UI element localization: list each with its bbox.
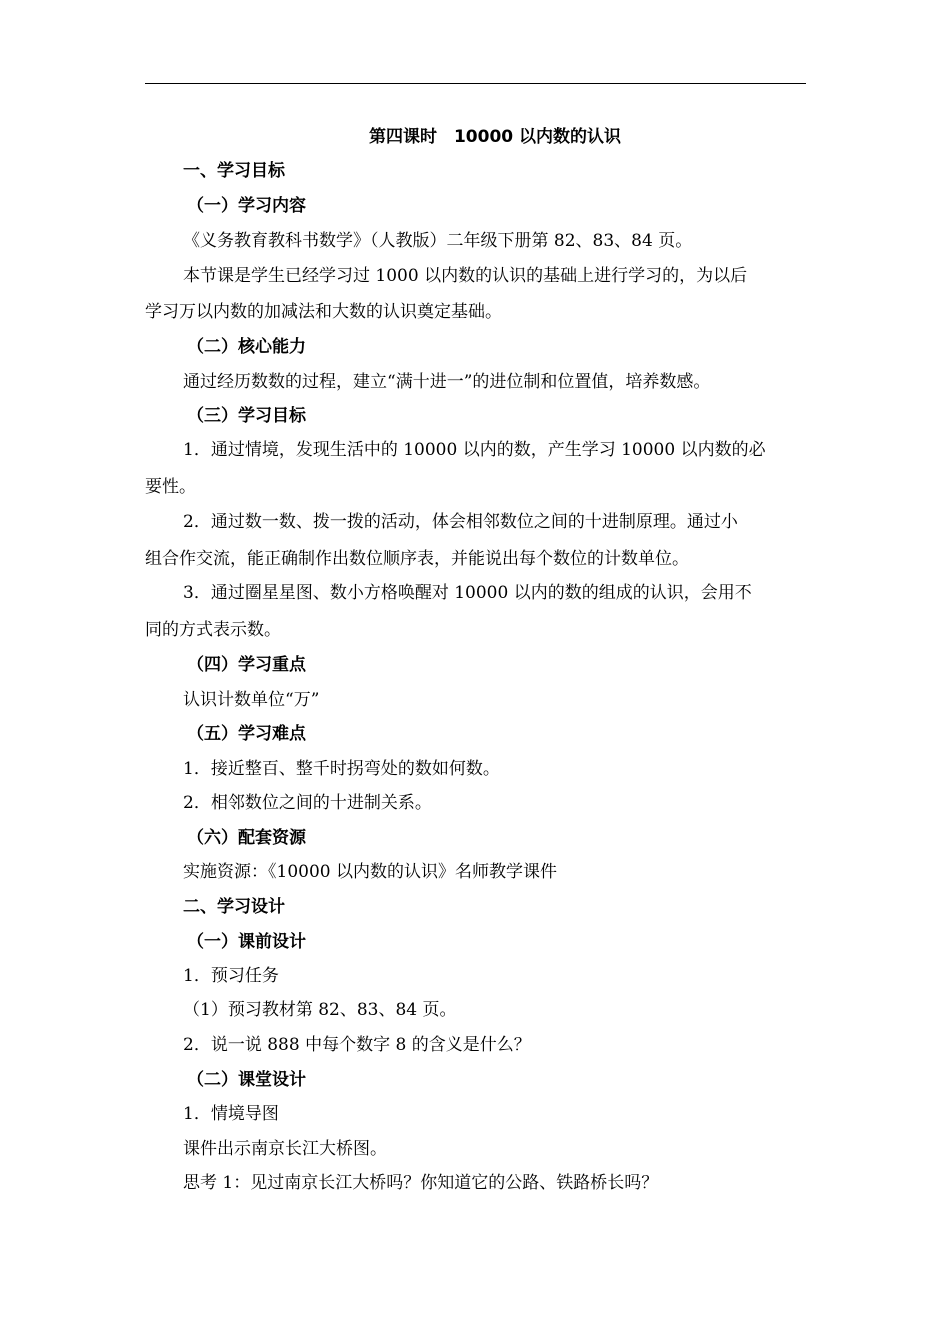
item-say-888: 2．说一说 888 中每个数字 8 的含义是什么？ [183,1035,531,1055]
subheading-key-points: （四）学习重点 [187,655,306,675]
subheading-core-ability: （二）核心能力 [187,337,306,357]
subheading-classroom: （二）课堂设计 [187,1070,306,1090]
paragraph-core-ability: 通过经历数数的过程，建立“满十进一”的进位制和位置值，培养数感。 [183,372,711,392]
objective-2-line2: 组合作交流，能正确制作出数位顺序表，并能说出每个数位的计数单位。 [145,549,689,569]
subheading-objectives: （三）学习目标 [187,406,306,426]
paragraph-bridge-image: 课件出示南京长江大桥图。 [183,1139,387,1159]
paragraph-key-points: 认识计数单位“万” [183,690,320,710]
objective-1-line2: 要性。 [145,477,196,497]
difficulty-2: 2．相邻数位之间的十进制关系。 [183,793,432,813]
objective-2-line1: 2．通过数一数、拨一拨的活动，体会相邻数位之间的十进制原理。通过小 [183,512,738,532]
item-preview-textbook: （1）预习教材第 82、83、84 页。 [183,1000,457,1020]
subheading-pre-class: （一）课前设计 [187,932,306,952]
header-rule [145,83,806,84]
paragraph-resources: 实施资源：《10000 以内数的认识》名师教学课件 [183,862,557,882]
paragraph-textbook: 《义务教育教科书数学》（人教版）二年级下册第 82、83、84 页。 [183,231,693,251]
objective-3-line1: 3．通过圈星星图、数小方格唤醒对 10000 以内的数的组成的认识，会用不 [183,583,752,603]
objective-3-line2: 同的方式表示数。 [145,620,281,640]
section-heading-learning-design: 二、学习设计 [183,897,285,917]
paragraph-basis-line1: 本节课是学生已经学习过 1000 以内数的认识的基础上进行学习的，为以后 [183,266,748,286]
section-heading-learning-goals: 一、学习目标 [183,161,285,181]
subheading-learning-content: （一）学习内容 [187,196,306,216]
item-preview-task: 1．预习任务 [183,966,279,986]
subheading-difficulties: （五）学习难点 [187,724,306,744]
item-situation: 1．情境导图 [183,1104,279,1124]
subheading-resources: （六）配套资源 [187,828,306,848]
objective-1-line1: 1．通过情境，发现生活中的 10000 以内的数，产生学习 10000 以内数的必 [183,440,766,460]
paragraph-think-1: 思考 1：见过南京长江大桥吗？你知道它的公路、铁路桥长吗？ [183,1173,659,1193]
lesson-title: 第四课时 10000 以内数的认识 [368,127,622,147]
paragraph-basis-line2: 学习万以内数的加减法和大数的认识奠定基础。 [145,302,502,322]
difficulty-1: 1．接近整百、整千时拐弯处的数如何数。 [183,759,500,779]
